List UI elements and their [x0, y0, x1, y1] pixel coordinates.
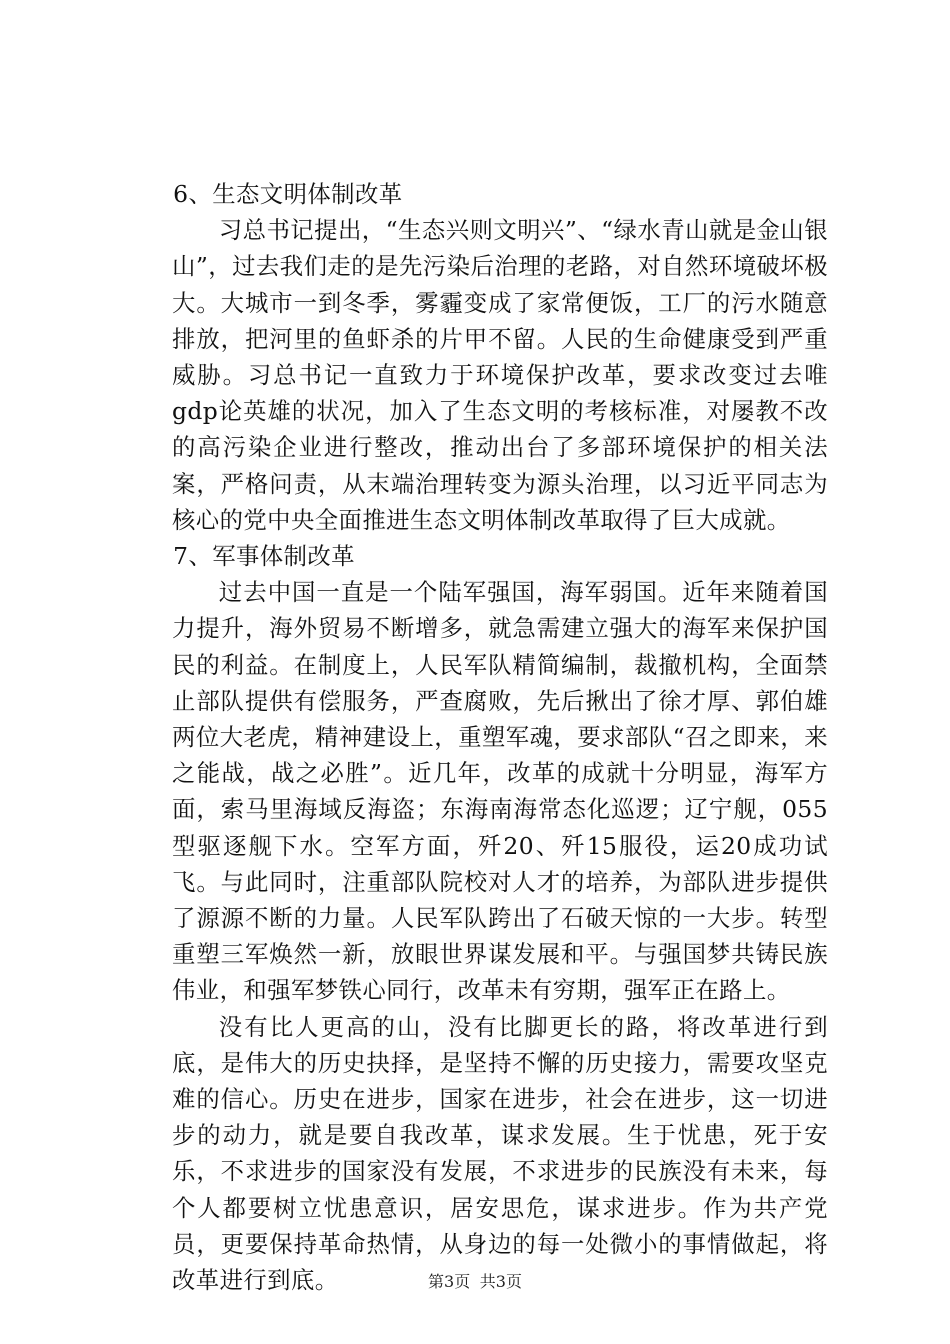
section-heading-ecology: 6、生态文明体制改革	[173, 180, 403, 208]
paragraph-ecology: 习总书记提出，“生态兴则文明兴”、“绿水青山就是金山银山”，过去我们走的是先污染后治理的老路，对自然环境破坏极大。大城市一到冬季，雾霾变成了家常便饭，工厂的污水随意排放，把河里的鱼虾杀的片甲不留。人民的生命健康受到严重威胁。习总书记一直致力于环境保护改革，要求改变过去唯gdp论英雄的状况，加入了生态文明的考核标准，对屡教不改的高污染企业进行整改，推动出台了多部环境保护的相关法案，严格问责，从末端治理转变为源头治理，以习近平同志为核心的党中央全面推进生态文明体制改革取得了巨大成就。	[172, 216, 828, 534]
page-footer	[0, 1272, 950, 1292]
paragraph-military: 过去中国一直是一个陆军强国，海军弱国。近年来随着国力提升，海外贸易不断增多，就急需建立强大的海军来保护国民的利益。在制度上，人民军队精简编制，裁撤机构，全面禁止部队提供有偿服务，严查腐败，先后揪出了徐才厚、郭伯雄两位大老虎，精神建设上，重塑军魂，要求部队“召之即来，来之能战，战之必胜”。近几年，改革的成就十分明显，海军方面，索马里海域反海盗；东海南海常态化巡逻；辽宁舰，055型驱逐舰下水。空军方面，歼20、歼15服役，运20成功试飞。与此同时，注重部队院校对人才的培养，为部队进步提供了源源不断的力量。人民军队跨出了石破天惊的一大步。转型重塑三军焕然一新，放眼世界谋发展和平。与强国梦共铸民族伟业，和强军梦铁心同行，改革未有穷期，强军正在路上。	[172, 578, 828, 1005]
page-total: 共3页	[479, 1272, 522, 1291]
paragraph-closing: 没有比人更高的山，没有比脚更长的路，将改革进行到底，是伟大的历史抉择，是坚持不懈的历史接力，需要攻坚克难的信心。历史在进步，国家在进步，社会在进步，这一切进步的动力，就是要自我改革，谋求发展。生于忧患，死于安乐，不求进步的国家没有发展，不求进步的民族没有未来，每个人都要树立忧患意识，居安思危，谋求进步。作为共产党员，更要保持革命热情，从身边的每一处微小的事情做起，将改革进行到底。	[172, 1012, 828, 1295]
document-body	[172, 176, 828, 1298]
page-number: 第3页	[428, 1272, 471, 1291]
section-heading-military: 7、军事体制改革	[173, 542, 355, 571]
